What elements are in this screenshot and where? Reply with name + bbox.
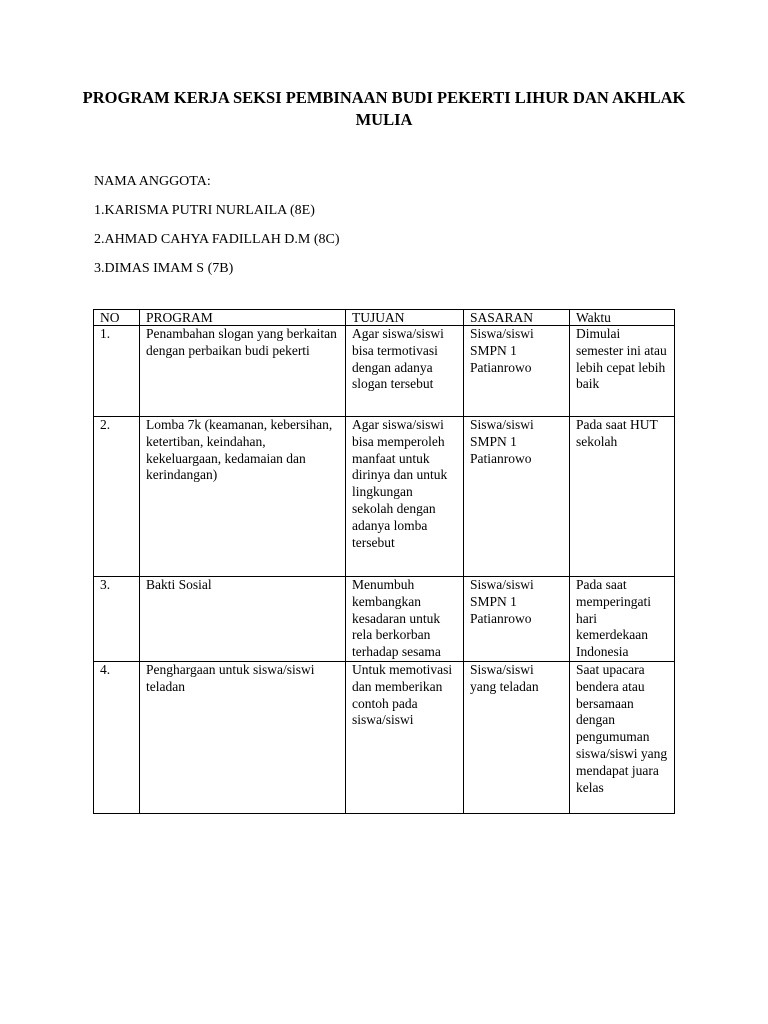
cell-sasaran: Siswa/siswi SMPN 1 Patianrowo bbox=[464, 577, 570, 662]
program-table bbox=[93, 309, 675, 814]
cell-no: 4. bbox=[94, 661, 140, 813]
table-row bbox=[94, 417, 675, 577]
cell-waktu: Dimulai semester ini atau lebih cepat lebih baik bbox=[570, 326, 675, 417]
cell-no: 3. bbox=[94, 577, 140, 662]
cell-waktu: Pada saat HUT sekolah bbox=[570, 417, 675, 577]
table-header-row bbox=[94, 310, 675, 326]
header-waktu: Waktu bbox=[570, 310, 675, 326]
cell-waktu: Saat upacara bendera atau bersamaan dengan pengumuman siswa/siswi yang mendapat juara kelas bbox=[570, 661, 675, 813]
member-item: 3.DIMAS IMAM S (7B) bbox=[94, 261, 234, 276]
member-item: 2.AHMAD CAHYA FADILLAH D.M (8C) bbox=[94, 232, 340, 247]
cell-no: 1. bbox=[94, 326, 140, 417]
header-program: PROGRAM bbox=[140, 310, 346, 326]
cell-waktu: Pada saat memperingati hari kemerdekaan Indonesia bbox=[570, 577, 675, 662]
cell-sasaran: Siswa/siswi yang teladan bbox=[464, 661, 570, 813]
cell-sasaran: Siswa/siswi SMPN 1 Patianrowo bbox=[464, 417, 570, 577]
cell-sasaran: Siswa/siswi SMPN 1 Patianrowo bbox=[464, 326, 570, 417]
cell-program: Penghargaan untuk siswa/siswi teladan bbox=[140, 661, 346, 813]
cell-program: Lomba 7k (keamanan, kebersihan, ketertiban, keindahan, kekeluargaan, kedamaian dan kerindangan) bbox=[140, 417, 346, 577]
cell-program: Penambahan slogan yang berkaitan dengan perbaikan budi pekerti bbox=[140, 326, 346, 417]
table-row bbox=[94, 661, 675, 813]
table-row bbox=[94, 326, 675, 417]
header-tujuan: TUJUAN bbox=[346, 310, 464, 326]
cell-tujuan: Untuk memotivasi dan memberikan contoh pada siswa/siswi bbox=[346, 661, 464, 813]
members-heading: NAMA ANGGOTA: bbox=[94, 174, 211, 189]
cell-no: 2. bbox=[94, 417, 140, 577]
header-no: NO bbox=[94, 310, 140, 326]
document-title: PROGRAM KERJA SEKSI PEMBINAAN BUDI PEKERTI LIHUR DAN AKHLAK MULIA bbox=[82, 88, 686, 129]
cell-tujuan: Agar siswa/siswi bisa memperoleh manfaat untuk dirinya dan untuk lingkungan sekolah dengan adanya lomba tersebut bbox=[346, 417, 464, 577]
member-item: 1.KARISMA PUTRI NURLAILA (8E) bbox=[94, 203, 315, 218]
member-list bbox=[94, 167, 694, 283]
cell-program: Bakti Sosial bbox=[140, 577, 346, 662]
header-sasaran: SASARAN bbox=[464, 310, 570, 326]
table-row bbox=[94, 577, 675, 662]
cell-tujuan: Menumbuh kembangkan kesadaran untuk rela berkorban terhadap sesama bbox=[346, 577, 464, 662]
cell-tujuan: Agar siswa/siswi bisa termotivasi dengan adanya slogan tersebut bbox=[346, 326, 464, 417]
